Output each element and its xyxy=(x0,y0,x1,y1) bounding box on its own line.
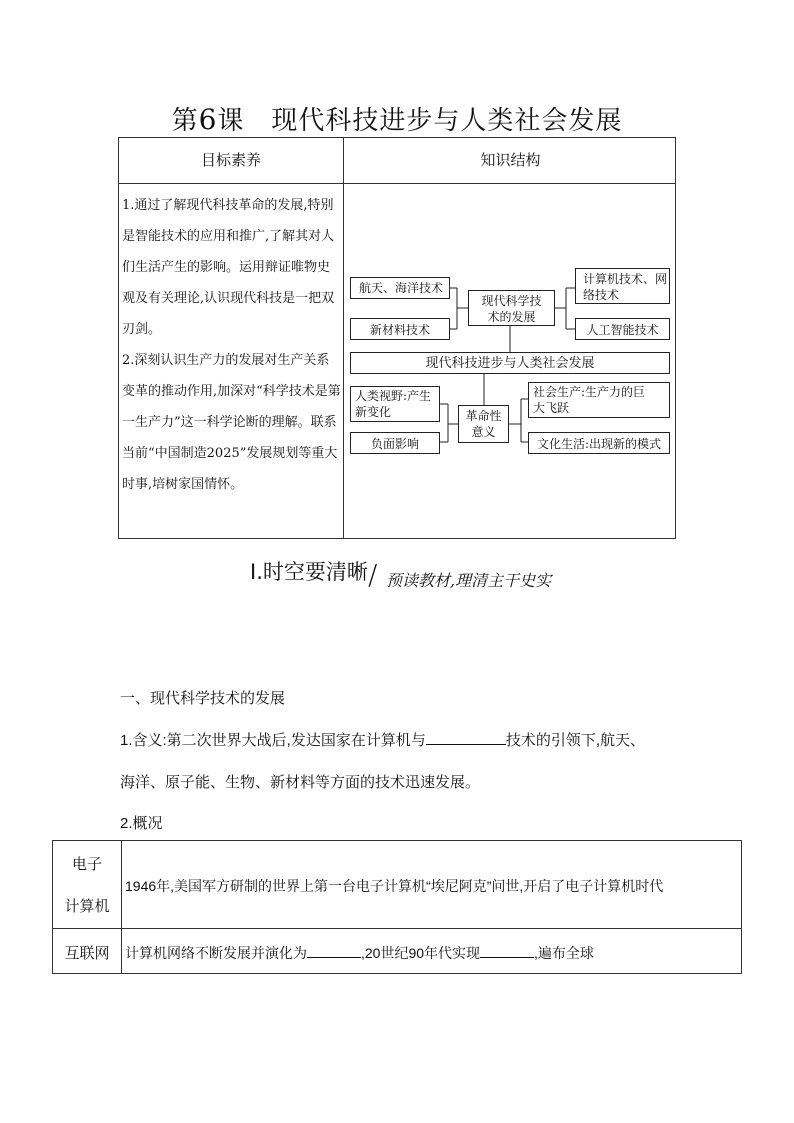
section-heading: 一、现代科学技术的发展 xyxy=(120,690,286,707)
new-materials-box xyxy=(350,318,450,340)
objectives-structure-table xyxy=(118,137,676,539)
definition-line-1 xyxy=(120,729,645,750)
definition-part-a: 1.含义:第二次世界大战后,发达国家在计算机与 xyxy=(120,732,426,749)
culture-box xyxy=(528,432,670,454)
revolution-label-2: 意义 xyxy=(471,425,496,439)
title-suffix: 课 现代科技进步与人类社会发展 xyxy=(217,106,623,136)
definition-part-b: 技术的引领下,航天、 xyxy=(505,732,646,749)
main-topic-box xyxy=(350,352,670,374)
modern-science-label-2: 术的发展 xyxy=(487,310,536,324)
section-banner xyxy=(0,556,794,596)
header-knowledge-structure: 知识结构 xyxy=(480,151,541,169)
lesson-number: 6 xyxy=(198,103,218,136)
row-text-computer: 1946年,美国军方研制的世界上第一台电子计算机“埃尼阿克”问世,开启了电子计算机时代 xyxy=(125,878,664,894)
objective-1: 1.通过了解现代科技革命的发展,特别是智能技术的应用和推广,了解其对人们生活产生的影响。运用辩证唯物史观及有关理论,认识现代科技是一把双刃剑。 xyxy=(122,198,335,337)
revolution-box xyxy=(458,405,509,443)
title-prefix: 第 xyxy=(171,106,199,136)
negative-impact-box xyxy=(350,432,440,454)
section-title: Ⅰ.时空要清晰 xyxy=(250,560,368,584)
human-view-label-1: 人类视野:产生 xyxy=(355,389,432,403)
internet-part-b: ,20世纪90年代实现 xyxy=(361,945,481,961)
fill-blank-2[interactable] xyxy=(307,943,361,958)
revolution-label-1: 革命性 xyxy=(465,409,502,423)
fill-blank-1[interactable] xyxy=(426,729,506,745)
social-production-label-1: 社会生产:生产力的巨 xyxy=(533,385,646,399)
social-production-box xyxy=(528,382,670,418)
overview-table-divider-vertical xyxy=(121,841,122,973)
row-text-internet xyxy=(125,943,594,963)
aerospace-label: 航天、海洋技术 xyxy=(359,281,444,295)
section-slash: / xyxy=(368,558,378,591)
social-production-label-2: 大飞跃 xyxy=(533,401,570,415)
row-label-internet: 互联网 xyxy=(64,945,110,962)
culture-label: 文化生活:出现新的模式 xyxy=(536,437,662,451)
row-label-computer-2: 计算机 xyxy=(64,898,110,915)
main-topic-label: 现代科技进步与人类社会发展 xyxy=(425,356,595,371)
row-label-computer-1: 电子 xyxy=(71,856,102,873)
modern-science-box xyxy=(468,290,555,326)
computer-network-box xyxy=(575,268,670,304)
computer-network-label-2: 络技术 xyxy=(583,288,620,302)
aerospace-box xyxy=(350,277,450,299)
knowledge-structure-diagram xyxy=(344,184,677,539)
ai-box xyxy=(575,318,670,340)
human-view-box xyxy=(350,386,440,422)
modern-science-label-1: 现代科学技 xyxy=(481,294,542,308)
human-view-label-2: 新变化 xyxy=(355,405,392,419)
computer-network-label-1: 计算机技术、网 xyxy=(583,272,668,286)
fill-blank-3[interactable] xyxy=(480,943,534,958)
objectives-text xyxy=(122,190,342,500)
negative-impact-label: 负面影响 xyxy=(370,437,419,451)
internet-part-c: ,遍布全球 xyxy=(534,945,594,961)
header-objectives: 目标素养 xyxy=(200,151,261,169)
section-subtitle: 预读教材,理清主干史实 xyxy=(386,571,552,590)
definition-line-2: 海洋、原子能、生物、新材料等方面的技术迅速发展。 xyxy=(120,774,481,791)
overview-table-divider-horizontal xyxy=(53,928,741,929)
overview-table xyxy=(52,840,742,974)
page-title xyxy=(0,100,794,137)
internet-part-a: 计算机网络不断发展并演化为 xyxy=(125,945,307,961)
ai-label: 人工智能技术 xyxy=(586,323,659,337)
new-materials-label: 新材料技术 xyxy=(369,323,430,337)
overview-heading: 2.概况 xyxy=(120,815,163,832)
objective-2: 2.深刻认识生产力的发展对生产关系变革的推动作用,加深对“科学技术是第一生产力”这一科学论断的理解。联系当前“中国制造2025”发展规划等重大时事,培树家国情怀。 xyxy=(122,353,341,492)
